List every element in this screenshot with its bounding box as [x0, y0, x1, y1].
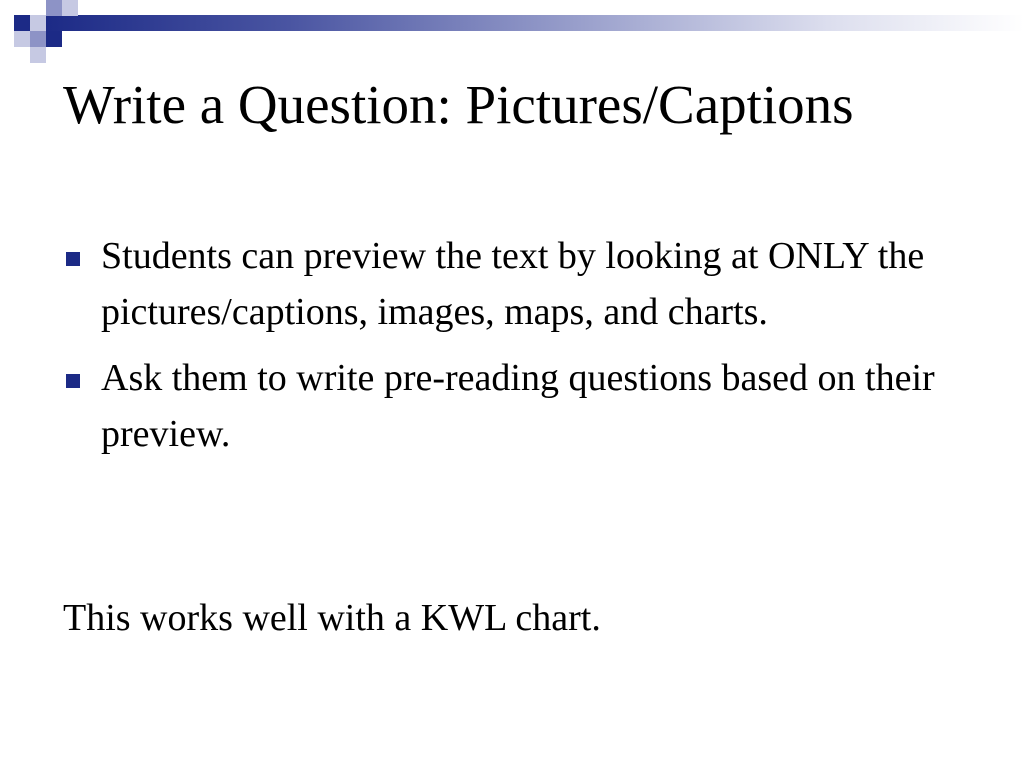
square-bullet-icon [66, 374, 80, 388]
corner-square-light [30, 47, 46, 63]
corner-square-light [62, 0, 78, 16]
corner-square-mid [46, 0, 62, 16]
list-item [63, 228, 963, 340]
corner-square-mid [30, 31, 46, 47]
corner-square-light [14, 31, 30, 47]
list-item [63, 350, 963, 462]
bullet-text: Ask them to write pre-reading questions based on their preview. [101, 357, 935, 455]
square-bullet-icon [66, 252, 80, 266]
corner-square-light [30, 15, 46, 31]
gradient-band [44, 15, 1024, 31]
bullet-list [63, 228, 963, 472]
corner-square-dark [46, 31, 62, 47]
bullet-text: Students can preview the text by looking at ONLY the pictures/captions, images, maps, and charts. [101, 235, 925, 333]
slide-title: Write a Question: Pictures/Captions [63, 74, 854, 135]
slide-note: This works well with a KWL chart. [63, 597, 601, 639]
corner-square-dark [14, 15, 30, 31]
